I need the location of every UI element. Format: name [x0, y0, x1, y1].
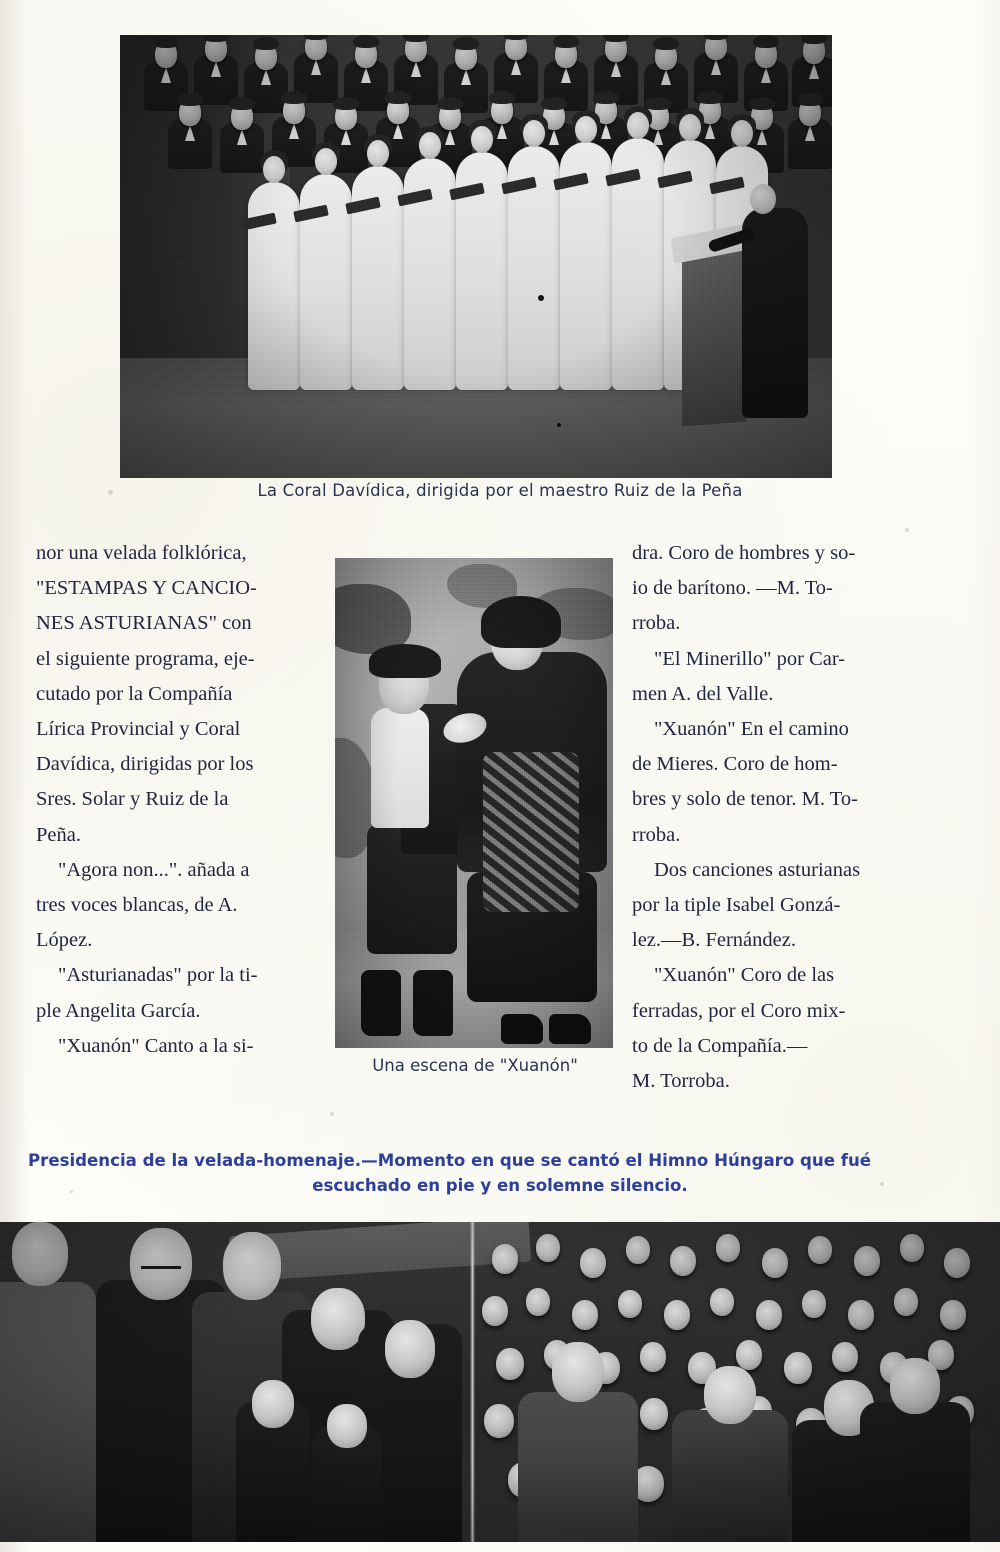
text-line: dra. Coro de hombres y so- [632, 542, 856, 564]
text-line: Sres. Solar y Ruiz de la [36, 788, 229, 811]
photo-escena-xuanon [335, 558, 613, 1048]
text-line: el siguiente programa, eje- [36, 647, 255, 670]
text-line: rroba. [632, 612, 681, 635]
conductor-podium [682, 244, 746, 426]
caption-presidencia-line2: escuchado en pie y en solemne silencio. [312, 1176, 688, 1195]
text-line: Dos canciones asturianas [654, 858, 861, 881]
text-line: "Agora non...". añada a [58, 858, 250, 881]
text-line: ple Angelita García. [36, 999, 201, 1022]
actor-woman [457, 602, 607, 1042]
caption-presidencia-line1: Presidencia de la velada-homenaje.—Momento en que se cantó el Himno Húngaro que fué [28, 1151, 872, 1170]
text-line: "Xuanón" Canto a la si- [58, 1034, 254, 1057]
text-line: "ESTAMPAS Y CANCIO- [36, 577, 257, 600]
text-line: ferradas, por el Coro mix- [632, 999, 846, 1022]
actor-boy [357, 656, 463, 1036]
eyeglasses-icon [141, 1266, 181, 1278]
conductor-figure [742, 208, 808, 418]
text-line: por la tiple Isabel Gonzá- [632, 894, 841, 917]
photo-seam [470, 1222, 475, 1542]
text-line: Lírica Provincial y Coral [36, 718, 241, 741]
caption-presidencia [28, 1148, 972, 1198]
text-line: cutado por la Compañía [36, 682, 233, 705]
text-line: Davídica, dirigidas por los [36, 753, 254, 776]
text-line: López. [36, 929, 93, 952]
text-line: to de la Compañía.— [632, 1034, 808, 1057]
caption-coral-davidica: La Coral Davídica, dirigida por el maestro Ruiz de la Peña [257, 481, 743, 500]
text-line: bres y solo de tenor. M. To- [632, 788, 858, 811]
text-line: NES ASTURIANAS" con [36, 612, 252, 635]
text-line: lez.—B. Fernández. [632, 929, 796, 952]
text-line: "El Minerillo" por Car- [654, 647, 846, 670]
text-line: M. Torroba. [632, 1070, 730, 1093]
caption-escena-xuanon: Una escena de "Xuanón" [372, 1056, 578, 1075]
photo-coral-davidica [120, 35, 832, 478]
photo-presidencia-velada [0, 1222, 1000, 1542]
text-line: de Mieres. Coro de hom- [632, 753, 838, 776]
text-column-right [632, 536, 912, 1099]
text-line: io de barítono. —M. To- [632, 577, 833, 600]
text-line: tres voces blancas, de A. [36, 894, 238, 917]
text-line: Peña. [36, 823, 81, 846]
text-line: "Xuanón" Coro de las [654, 964, 835, 987]
text-column-left [36, 536, 316, 1064]
text-line: men A. del Valle. [632, 682, 774, 705]
text-line: "Xuanón" En el camino [654, 718, 849, 741]
text-line: "Asturianadas" por la ti- [58, 964, 258, 987]
text-line: rroba. [632, 823, 681, 846]
text-line: nor una velada folklórica, [36, 542, 247, 564]
